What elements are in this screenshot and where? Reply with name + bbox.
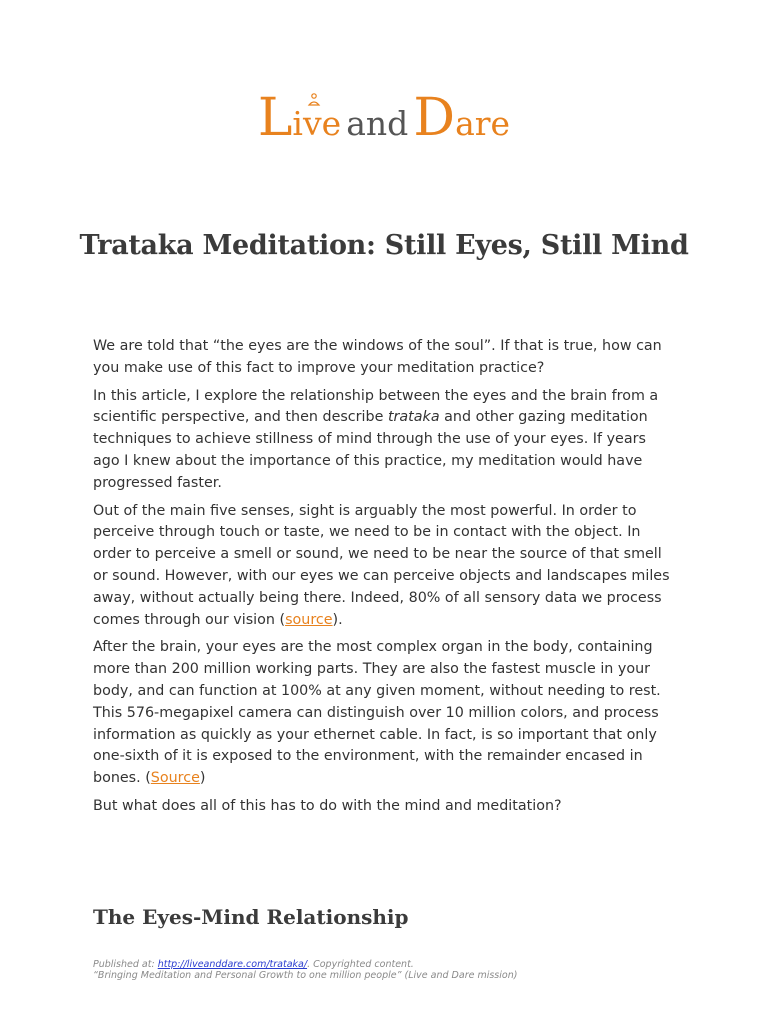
footer-published-line (93, 959, 713, 970)
footer-mission: “Bringing Meditation and Personal Growth to one million people” (Live and Dare mission) (93, 970, 518, 981)
logo-letter-d: D (413, 88, 456, 148)
page-title: Trataka Meditation: Still Eyes, Still Mind (79, 230, 689, 261)
paragraph-4 (93, 637, 673, 790)
source-link-2[interactable]: Source (150, 770, 200, 787)
source-link-1[interactable]: source (285, 611, 333, 628)
logo-live-part (292, 104, 342, 143)
logo-are: are (455, 104, 511, 143)
paragraph-2 (93, 386, 673, 495)
paragraph-2-text-a: In this article, I explore the relationship between the eyes and the brain from a scientific perspective, and then describe (93, 387, 659, 426)
paragraph-1: We are told that “the eyes are the windows of the soul”. If that is true, how can you make use of this fact to improve your meditation practice? (93, 338, 662, 376)
footer-published-suffix: . Copyrighted content. (307, 959, 414, 970)
logo-and: and (346, 104, 409, 143)
trataka-emphasis: trataka (387, 409, 440, 426)
paragraph-3-text-a: Out of the main five senses, sight is arguably the most powerful. In order to perceive through touch or taste, we need to be in contact with the object. In order to perceive a smell or sound, we need to be near the source of that smell or sound. However, with our eyes we can perceive objects and landscapes miles away, without actually being there. Indeed, 80% of all sensory data we process comes through our vision ( (93, 502, 670, 628)
logo-letter-l: L (257, 88, 293, 148)
logo-ive: ive (292, 104, 342, 143)
article-body (93, 336, 673, 824)
paragraph-4-text-b: ) (199, 770, 206, 787)
section-heading: The Eyes-Mind Relationship (93, 905, 409, 929)
paragraph-3-text-b: ). (332, 611, 343, 628)
paragraph-3 (93, 501, 673, 632)
paragraph-5: But what does all of this has to do with the mind and meditation? (93, 797, 562, 814)
footer-url-link[interactable]: http://liveanddare.com/trataka/ (157, 959, 308, 970)
paragraph-4-text-a: After the brain, your eyes are the most complex organ in the body, containing more than 200 million working parts. They are also the fastest muscle in your body, and can function at 100% at any given moment, without needing to rest. This 576-megapixel camera can distinguish over 10 million colors, and process information as quickly as your ethernet cable. In fact, is so important that only one-sixth of it is exposed to the environment, with the remainder encased in bones. ( (93, 639, 661, 787)
meditating-figure-icon (307, 93, 321, 107)
page-footer (93, 959, 713, 981)
footer-published-prefix: Published at: (93, 959, 158, 970)
paragraph-2-text-b: and other gazing meditation techniques to achieve stillness of mind through the use of your eyes. If years ago I knew about the importance of this practice, my meditation would have progressed faster. (93, 409, 648, 491)
site-logo (0, 88, 768, 148)
